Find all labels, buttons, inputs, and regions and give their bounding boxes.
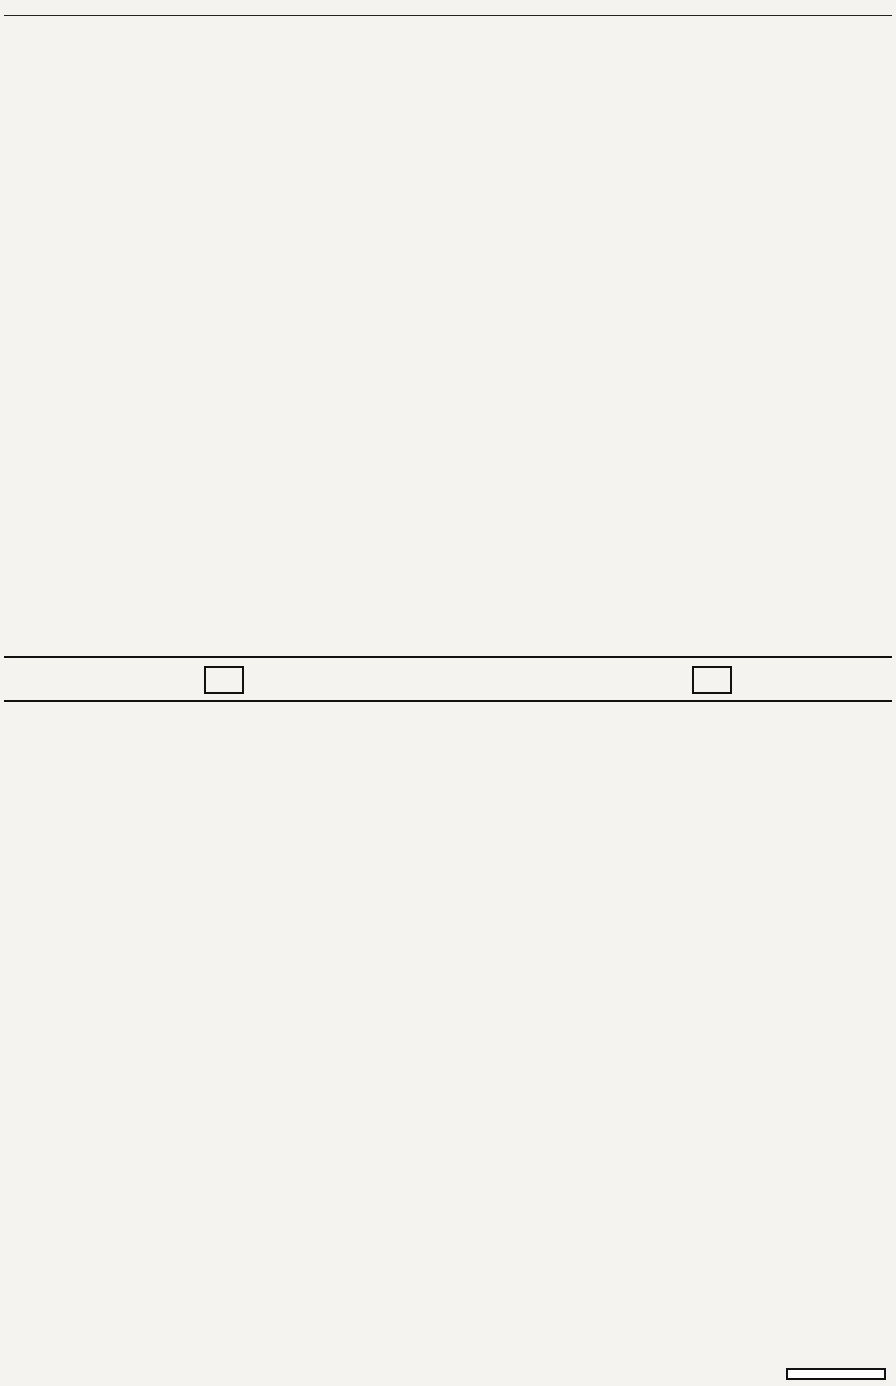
service-guide-section — [4, 708, 892, 1384]
toolbox-icon — [692, 666, 732, 694]
help-wanted-section — [4, 18, 892, 650]
home-service-guide-banner — [4, 656, 892, 702]
newspaper-page — [4, 0, 892, 1386]
more-on-next-page — [786, 1368, 886, 1380]
house-icon — [204, 666, 244, 694]
masthead — [4, 0, 892, 16]
